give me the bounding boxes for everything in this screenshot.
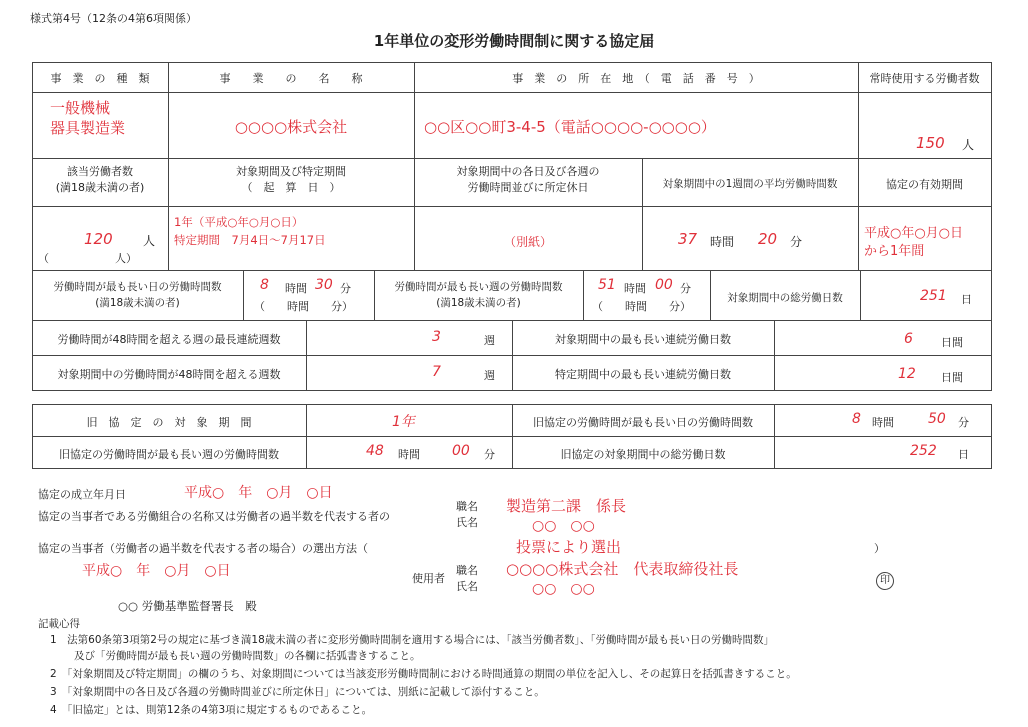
avg-minutes-unit: 分 xyxy=(790,235,803,249)
employer-title-value: ○○○○株式会社 代表取締役社長 xyxy=(506,560,739,578)
longest-week-hours-unit: 時間 xyxy=(624,282,646,295)
note-3: 3 「対象期間中の各日及び各週の労働時間並びに所定休日」については、別紙に記載して添付すること。 xyxy=(50,686,545,698)
applicable-workers-unit: 人 xyxy=(143,234,156,248)
old-longest-day-minutes-unit: 分 xyxy=(958,416,969,429)
note-1a: 1 法第60条第3項第2号の規定に基づき満18歳未満の者に変形労働時間制を適用する場合には、「該当労働者数」、「労働時間が最も長い日の労働時間数」 xyxy=(50,634,775,646)
old-longest-day-hours: 8 xyxy=(852,411,861,427)
union-title-label: 職名 xyxy=(456,500,478,513)
label-old-longest-week: 旧協定の労働時間が最も長い週の労働時間数 xyxy=(59,448,279,461)
union-name-label: 氏名 xyxy=(456,516,478,529)
total-days-unit: 日 xyxy=(961,293,972,306)
union-label: 協定の当事者である労働組合の名称又は労働者の過半数を代表する者の xyxy=(38,510,390,523)
selection-method-close: ） xyxy=(874,542,885,555)
header-business-type: 事 業 の 種 類 xyxy=(50,72,150,85)
avg-hours-unit: 時間 xyxy=(710,235,735,249)
total-days-value: 251 xyxy=(920,288,947,304)
label-avg-weekly: 対象期間中の1週間の平均労働時間数 xyxy=(662,178,838,190)
form-number: 様式第4号（12条の4第6項関係） xyxy=(30,12,197,25)
label-validity: 協定の有効期間 xyxy=(886,178,963,191)
applicable-minor: （ 人） xyxy=(38,252,137,265)
validity-value-line2: から1年間 xyxy=(864,244,925,259)
union-title-value: 製造第二課 係長 xyxy=(506,497,627,515)
label-daily-hours: 対象期間中の各日及び各週の 労働時間並びに所定休日 xyxy=(456,165,600,194)
longest-consec-days-unit: 日間 xyxy=(941,336,963,349)
special-consec-unit: 日間 xyxy=(941,371,963,384)
agreement-date-value: 平成○ 年 ○月 ○日 xyxy=(184,485,333,501)
daily-hours-value: （別紙） xyxy=(503,235,552,249)
label-longest-consec-days: 対象期間中の最も長い連続労働日数 xyxy=(555,333,731,346)
employer-name-value: ○○ ○○ xyxy=(532,581,595,597)
avg-minutes-value: 20 xyxy=(758,230,778,248)
header-regular-workers: 常時使用する労働者数 xyxy=(869,72,980,85)
longest-week-hours: 51 xyxy=(598,277,616,293)
label-period: 対象期間及び特定期間 （ 起 算 日 ） xyxy=(236,165,346,194)
weeks-over48-unit: 週 xyxy=(484,369,495,382)
avg-hours-value: 37 xyxy=(678,230,698,248)
period-value-line1: 1年（平成○年○月○日） xyxy=(174,215,304,229)
label-longest-week: 労働時間が最も長い週の労働時間数 (満18歳未満の者) xyxy=(394,281,563,309)
label-weeks-over48: 対象期間中の労働時間が48時間を超える週数 xyxy=(57,368,281,381)
period-value-line2: 特定期間 7月4日〜7月17日 xyxy=(174,233,326,247)
business-type-value: 一般機械 器具製造業 xyxy=(50,99,126,137)
longest-day-minor: （ 時間 分） xyxy=(254,300,353,313)
longest-day-minutes: 30 xyxy=(315,277,333,293)
old-period-value: 1年 xyxy=(392,414,415,430)
employer-label: 使用者 xyxy=(412,572,445,585)
longest-week-minutes: 00 xyxy=(655,277,673,293)
label-old-period: 旧 協 定 の 対 象 期 間 xyxy=(86,416,252,429)
header-business-location: 事 業 の 所 在 地 （ 電 話 番 号 ） xyxy=(512,72,760,85)
old-longest-week-hours: 48 xyxy=(366,443,384,459)
max-consec-weeks-unit: 週 xyxy=(484,334,495,347)
workers-unit: 人 xyxy=(962,138,975,152)
label-total-days: 対象期間中の総労働日数 xyxy=(727,292,843,304)
label-special-consec: 特定期間中の最も長い連続労働日数 xyxy=(555,368,731,381)
label-applicable-workers: 該当労働者数 (満18歳未満の者) xyxy=(55,165,145,194)
old-longest-week-hours-unit: 時間 xyxy=(398,448,420,461)
note-1b: 及び「労働時間が最も長い週の労働時間数」の各欄に括弧書きすること。 xyxy=(74,650,421,662)
longest-week-minutes-unit: 分 xyxy=(680,282,691,295)
note-4: 4 「旧協定」とは、則第12条の4第3項に規定するものであること。 xyxy=(50,704,373,716)
longest-week-minor: （ 時間 分） xyxy=(592,300,691,313)
longest-day-minutes-unit: 分 xyxy=(340,282,351,295)
label-old-longest-day: 旧協定の労働時間が最も長い日の労働時間数 xyxy=(533,416,753,429)
old-total-days-value: 252 xyxy=(910,443,937,459)
longest-day-hours-unit: 時間 xyxy=(285,282,307,295)
special-consec-value: 12 xyxy=(898,366,916,382)
business-location-value: ○○区○○町3-4-5（電話○○○○-○○○○） xyxy=(424,118,716,136)
applicable-workers-value: 120 xyxy=(84,230,113,248)
max-consec-weeks-value: 3 xyxy=(432,329,441,345)
old-longest-day-hours-unit: 時間 xyxy=(872,416,894,429)
old-longest-week-minutes-unit: 分 xyxy=(484,448,495,461)
selection-method-value: 投票により選出 xyxy=(516,538,622,556)
old-total-days-unit: 日 xyxy=(958,448,969,461)
label-old-total-days: 旧協定の対象期間中の総労働日数 xyxy=(560,448,726,461)
weeks-over48-value: 7 xyxy=(432,364,441,380)
note-2: 2 「対象期間及び特定期間」の欄のうち、対象期間については当該変形労働時間制における時間通算の期間の単位を記入し、その起算日を括弧書きすること。 xyxy=(50,668,797,680)
seal-mark: 印 xyxy=(876,572,894,590)
selection-method-label: 協定の当事者（労働者の過半数を代表する者の場合）の選出方法（ xyxy=(38,542,368,555)
notes-heading: 記載心得 xyxy=(38,618,80,630)
label-max-consec-weeks: 労働時間が48時間を超える週の最長連続週数 xyxy=(57,333,281,346)
old-longest-day-minutes: 50 xyxy=(928,411,946,427)
workers-value: 150 xyxy=(916,134,945,152)
header-business-name: 事 業 の 名 称 xyxy=(219,72,363,85)
longest-day-hours: 8 xyxy=(260,277,269,293)
business-name-value: ○○○○株式会社 xyxy=(234,118,348,136)
labor-office: ○○ 労働基準監督署長 殿 xyxy=(118,599,257,613)
document-title: 1年単位の変形労働時間制に関する協定届 xyxy=(373,32,655,50)
agreement-date-label: 協定の成立年月日 xyxy=(38,488,126,501)
longest-consec-days-value: 6 xyxy=(904,331,913,347)
old-longest-week-minutes: 00 xyxy=(452,443,470,459)
label-longest-day: 労働時間が最も長い日の労働時間数 (満18歳未満の者) xyxy=(53,281,222,309)
employer-name-label: 氏名 xyxy=(456,580,478,593)
validity-value-line1: 平成○年○月○日 xyxy=(864,226,964,241)
union-name-value: ○○ ○○ xyxy=(532,518,595,534)
submit-date-value: 平成○ 年 ○月 ○日 xyxy=(82,563,231,579)
employer-title-label: 職名 xyxy=(456,564,478,577)
